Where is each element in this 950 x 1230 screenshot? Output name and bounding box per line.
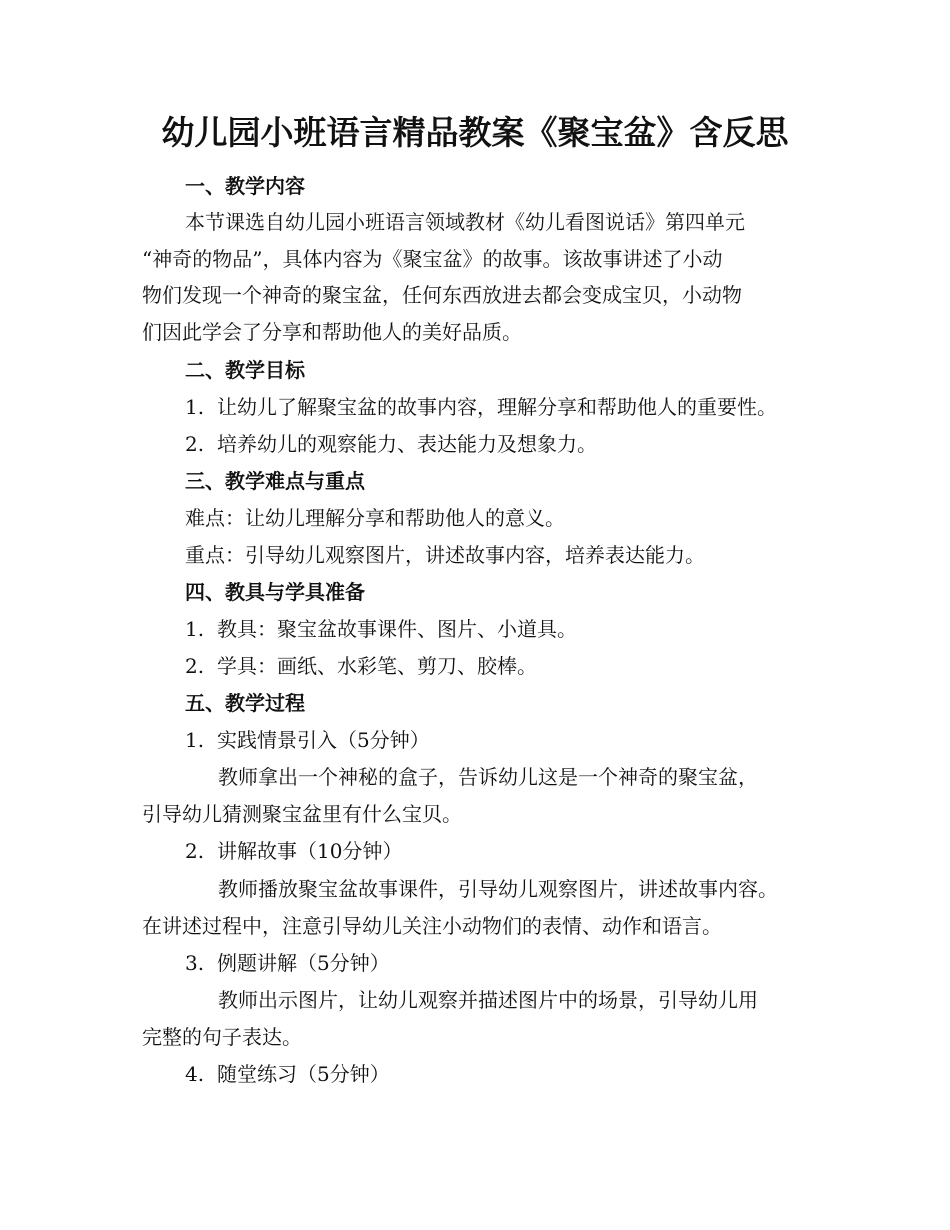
- list-item-number: 2.: [185, 654, 205, 678]
- step-title: [185, 837, 402, 865]
- list-item-text: 培养幼儿的观察能力、表达能力及想象力。: [217, 432, 597, 456]
- list-item: [185, 652, 537, 680]
- section-heading: 二、教学目标: [185, 358, 305, 382]
- paragraph-line: 们因此学会了分享和帮助他人的美好品质。: [142, 320, 522, 344]
- paragraph-line: 教师出示图片，让幼儿观察并描述图片中的场景，引导幼儿用: [218, 988, 758, 1012]
- page-title: 幼儿园小班语言精品教案《聚宝盆》含反思: [161, 113, 789, 152]
- list-item-text: 让幼儿了解聚宝盆的故事内容，理解分享和帮助他人的重要性。: [217, 395, 777, 419]
- step-title: [185, 949, 390, 977]
- paragraph-line: 在讲述过程中，注意引导幼儿关注小动物们的表情、动作和语言。: [142, 914, 722, 938]
- step-title-text: 讲解故事（10分钟）: [217, 839, 403, 863]
- step-number: 1.: [185, 728, 205, 752]
- section-heading: 四、教具与学具准备: [185, 580, 365, 604]
- paragraph-line: 本节课选自幼儿园小班语言领域教材《幼儿看图说话》第四单元: [185, 210, 745, 234]
- list-item: [185, 615, 577, 643]
- paragraph-line: 重点：引导幼儿观察图片，讲述故事内容，培养表达能力。: [185, 543, 705, 567]
- list-item-number: 1.: [185, 395, 205, 419]
- step-number: 3.: [185, 951, 205, 975]
- paragraph-line: 完整的句子表达。: [142, 1025, 302, 1049]
- paragraph-line: 教师拿出一个神秘的盒子，告诉幼儿这是一个神奇的聚宝盆，: [218, 765, 758, 789]
- paragraph-line: 难点：让幼儿理解分享和帮助他人的意义。: [185, 506, 565, 530]
- step-title-text: 例题讲解（5分钟）: [217, 951, 390, 975]
- step-title: [185, 1060, 390, 1088]
- section-heading: 一、教学内容: [185, 174, 305, 198]
- step-number: 2.: [185, 839, 205, 863]
- step-title: [185, 726, 430, 754]
- section-heading: 五、教学过程: [185, 691, 305, 715]
- list-item-text: 教具：聚宝盆故事课件、图片、小道具。: [217, 617, 577, 641]
- paragraph-line: “神奇的物品”，具体内容为《聚宝盆》的故事。该故事讲述了小动: [142, 247, 723, 271]
- paragraph-line: 引导幼儿猜测聚宝盆里有什么宝贝。: [142, 802, 462, 826]
- list-item: [185, 393, 777, 421]
- paragraph-line: 物们发现一个神奇的聚宝盆，任何东西放进去都会变成宝贝，小动物: [142, 283, 742, 307]
- list-item: [185, 430, 597, 458]
- list-item-text: 学具：画纸、水彩笔、剪刀、胶棒。: [217, 654, 537, 678]
- step-number: 4.: [185, 1062, 205, 1086]
- section-heading: 三、教学难点与重点: [185, 469, 365, 493]
- paragraph-line: 教师播放聚宝盆故事课件，引导幼儿观察图片，讲述故事内容。: [218, 877, 778, 901]
- step-title-text: 实践情景引入（5分钟）: [217, 728, 430, 752]
- list-item-number: 2.: [185, 432, 205, 456]
- step-title-text: 随堂练习（5分钟）: [217, 1062, 390, 1086]
- list-item-number: 1.: [185, 617, 205, 641]
